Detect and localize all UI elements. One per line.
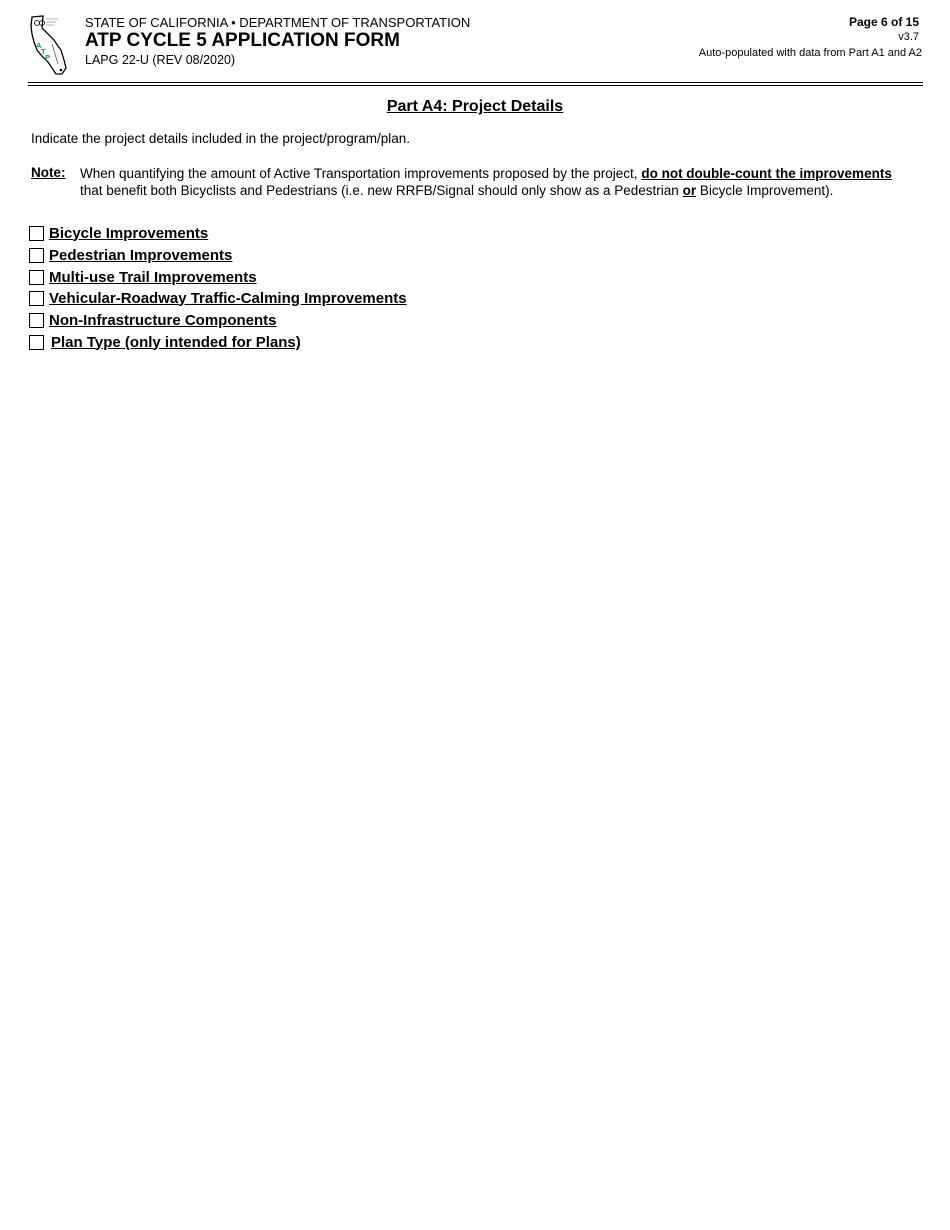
note-text xyxy=(80,165,900,199)
form-title: ATP CYCLE 5 APPLICATION FORM xyxy=(85,30,400,51)
atp-logo xyxy=(28,14,72,78)
checkbox-row-plan-type[interactable] xyxy=(29,332,301,352)
checkbox-row-pedestrian[interactable] xyxy=(29,245,232,265)
checkbox-label: Plan Type (only intended for Plans) xyxy=(51,333,301,351)
checkbox-row-bicycle[interactable] xyxy=(29,223,208,243)
note-text-part-2: that benefit both Bicyclists and Pedestrians (i.e. new RRFB/Signal should only show as a Pedestrian xyxy=(80,183,679,198)
svg-text:T: T xyxy=(41,48,46,56)
header-divider-top xyxy=(28,82,923,83)
checkbox-traffic-calming-improvements[interactable] xyxy=(29,291,44,306)
note-text-part-1: When quantifying the amount of Active Transportation improvements proposed by the project, xyxy=(80,166,638,181)
note-text-part-3: Bicycle Improvement). xyxy=(699,183,834,198)
svg-text:P: P xyxy=(45,54,51,62)
checkbox-row-non-infrastructure[interactable] xyxy=(29,310,277,330)
checkbox-label: Bicycle Improvements xyxy=(49,224,209,242)
header-divider-bottom xyxy=(28,85,923,86)
checkbox-row-multi-use-trail[interactable] xyxy=(29,267,257,287)
checkbox-row-traffic-calming[interactable] xyxy=(29,288,407,308)
version-label: v3.7 xyxy=(898,31,919,43)
checkbox-label: Pedestrian Improvements xyxy=(49,246,233,264)
checkbox-pedestrian-improvements[interactable] xyxy=(29,248,44,263)
checkbox-bicycle-improvements[interactable] xyxy=(29,226,44,241)
checkbox-non-infrastructure-components[interactable] xyxy=(29,313,44,328)
auto-populated-note: Auto-populated with data from Part A1 and A2 xyxy=(698,47,922,59)
note-label: Note: xyxy=(31,165,66,180)
checkbox-label: Non-Infrastructure Components xyxy=(49,311,277,329)
form-number: LAPG 22-U (REV 08/2020) xyxy=(85,53,236,67)
checkbox-label: Vehicular-Roadway Traffic-Calming Improvements xyxy=(49,289,407,307)
checkbox-plan-type[interactable] xyxy=(29,335,44,350)
note-or-emphasis: or xyxy=(682,183,697,198)
california-state-logo-icon xyxy=(28,14,72,78)
agency-name: STATE OF CALIFORNIA • DEPARTMENT OF TRANSPORTATION xyxy=(85,15,471,30)
section-intro: Indicate the project details included in the project/program/plan. xyxy=(31,131,410,146)
page-number: Page 6 of 15 xyxy=(848,15,919,29)
checkbox-multi-use-trail-improvements[interactable] xyxy=(29,270,44,285)
note-emphasis: do not double-count the improvements xyxy=(641,166,892,181)
section-title: Part A4: Project Details xyxy=(386,98,564,115)
svg-text:A: A xyxy=(36,42,42,50)
checkbox-label: Multi-use Trail Improvements xyxy=(49,268,257,286)
